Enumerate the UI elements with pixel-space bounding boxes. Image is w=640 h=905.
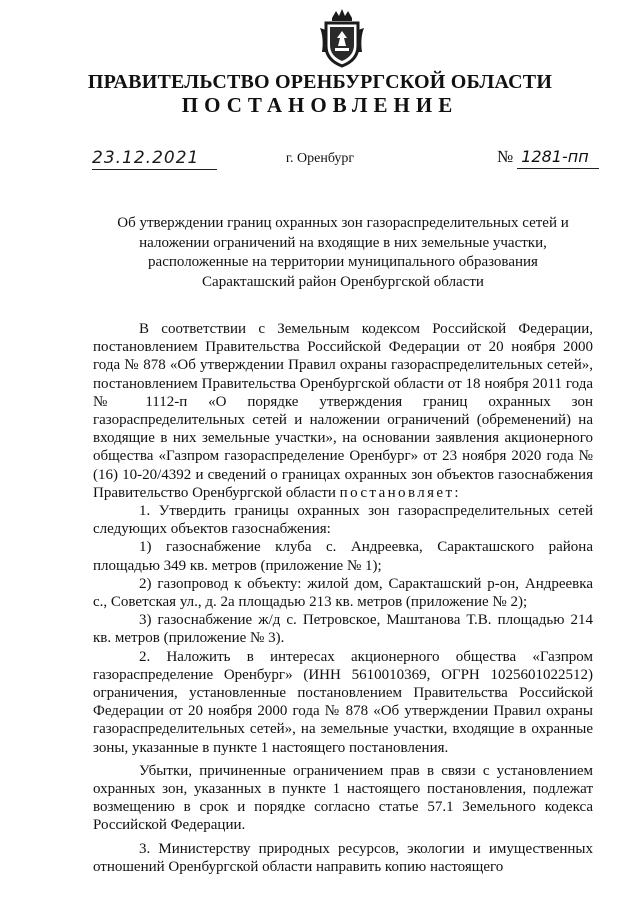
clause-1-item-3: 3) газоснабжение ж/д с. Петровское, Маштанова Т.В. площадью 214 кв. метров (приложение № 3). bbox=[93, 612, 593, 647]
handwritten-number: 1281-пп bbox=[517, 146, 598, 169]
number-sign: № bbox=[497, 147, 514, 166]
organization-title: ПРАВИТЕЛЬСТВО ОРЕНБУРГСКОЙ ОБЛАСТИ bbox=[87, 71, 553, 93]
intro-paragraph: В соответствии с Земельным кодексом Российской Федерации, постановлением Правительства Российской Федерации от 20 ноября 2000 года № 878 «Об утверждении Правил охраны газораспределительных сетей», постановлением Правительства Оренбургской области от 18 ноября 2011 года № 1112-п «О порядке утверждения границ охранных зон газораспределительных сетей и наложении ограничений (обременений) на входящие в них земельные участки», на основании заявления акционерного общества «Газпром газораспределение Оренбург» от 23 ноября 2020 года № (16) 10-20/4392 и сведений о границах охранных зон объектов газоснабжения Правительство Оренбургской области постановляет: bbox=[93, 321, 593, 501]
subject-line: наложении ограничений на входящие в них земельные участки, bbox=[139, 234, 547, 251]
clause-2-damages: Убытки, причиненные ограничением прав в связи с установлением охранных зон, указанных в пункте 1 настоящего постановления, подлежат возмещению в срок и порядке согласно статье 57.1 Земельного кодекса Российской Федерации. bbox=[93, 762, 593, 834]
document-subject bbox=[100, 214, 586, 292]
subject-line: Об утверждении границ охранных зон газораспределительных сетей и bbox=[117, 215, 569, 231]
clause-1-item-2: 2) газопровод к объекту: жилой дом, Саракташский р-он, Андреевка с., Советская ул., д. 2а площадью 213 кв. метров (приложение № 2); bbox=[93, 575, 593, 611]
subject-line: Саракташский район Оренбургской области bbox=[202, 273, 484, 290]
document-type-heading: ПОСТАНОВЛЕНИЕ bbox=[181, 93, 459, 117]
clause-2: 2. Наложить в интересах акционерного общества «Газпром газораспределение Оренбург» (ИНН 5610010369, ОГРН 1025601022512) ограничения, установленные постановлением Правительства Российской Федерации от 20 ноября 2000 года № 878 «Об утверждении Правил охраны газораспределительных сетей», на земельные участки, входящие в охранные зоны, указанные в пункте 1 настоящего постановления. bbox=[93, 648, 593, 756]
handwritten-date: 23.12.2021 bbox=[92, 147, 217, 170]
clause-1: 1. Утвердить границы охранных зон газораспределительных сетей следующих объектов газоснабжения: bbox=[93, 503, 593, 538]
clause-3: 3. Министерству природных ресурсов, экологии и имущественных отношений Оренбургской области направить копию настоящего bbox=[93, 840, 593, 875]
decree-word: постановляет: bbox=[339, 484, 462, 501]
coat-of-arms-emblem bbox=[316, 8, 368, 68]
clause-1-item-1: 1) газоснабжение клуба с. Андреевка, Саракташского района площадью 349 кв. метров (приложение № 1); bbox=[93, 539, 593, 574]
document-body bbox=[93, 320, 593, 876]
subject-line: расположенные на территории муниципального образования bbox=[148, 254, 538, 270]
document-number bbox=[497, 146, 599, 169]
city-name: г. Оренбург bbox=[285, 151, 355, 166]
